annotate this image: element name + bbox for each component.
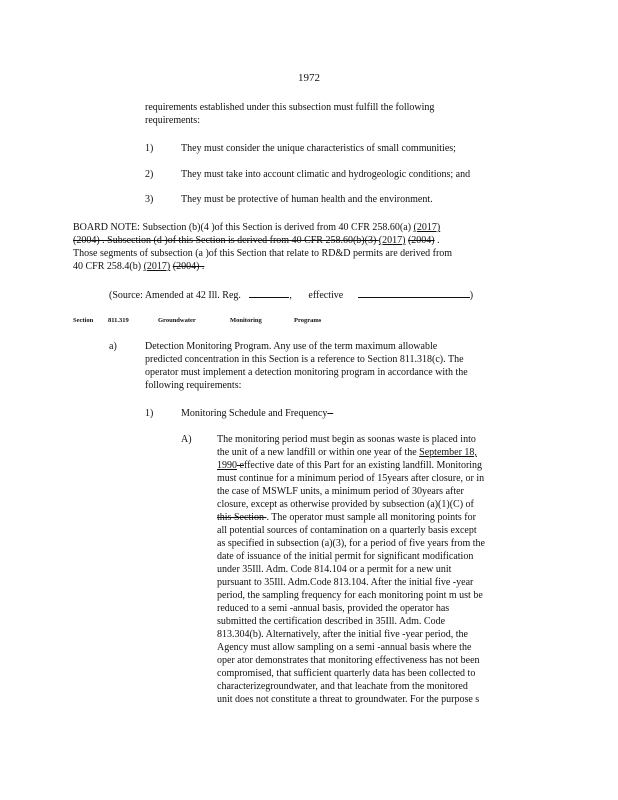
paragraph-line: must continue for a minimum period of 15years after closure, or in: [217, 473, 485, 484]
board-note-line-2: (2004) . Subsection (d )of this Section is derived from 40 CFR 258.60(b)(3) (2017) (2004) .: [73, 235, 440, 246]
paragraph-line: closure, except as otherwise provided by subsection (a)(1)(C) of: [217, 499, 474, 510]
source-comma: ,: [289, 290, 292, 301]
list-marker: 2): [145, 169, 154, 180]
paragraph-line: characterizegroundwater, and that leachate from the monitored: [217, 681, 468, 692]
list-marker: 1): [145, 143, 154, 154]
section-label: Section: [73, 317, 94, 324]
paragraph-line: The monitoring period must begin as soonas waste is placed into: [217, 434, 476, 445]
subparagraph-heading: Monitoring Schedule and Frequency -: [181, 408, 334, 419]
list-marker: 3): [145, 194, 154, 205]
source-prefix: (Source: Amended at 42 Ill. Reg.: [109, 290, 241, 301]
section-number: 811.319: [108, 317, 129, 324]
paragraph-line: predicted concentration in this Section is a reference to Section 811.318(c). The: [145, 354, 464, 365]
list-item-text: They must consider the unique characteristics of small communities;: [181, 143, 456, 154]
paragraph-line: 1990 effective date of this Part for an existing landfill. Monitoring: [217, 460, 483, 471]
paragraph-line: compromised, that sufficient quarterly data has been collected to: [217, 668, 476, 679]
subsubparagraph-marker: A): [181, 434, 192, 445]
paragraph-line: 813.304(b). Alternatively, after the initial five -year period, the: [217, 629, 468, 640]
section-title-word: Monitoring: [230, 317, 262, 324]
paragraph-line: Detection Monitoring Program. Any use of the term maximum allowable: [145, 341, 438, 352]
paragraph-line: reduced to a semi -annual basis, provided the operator has: [217, 603, 450, 614]
source-note: [109, 288, 473, 302]
page-number: 1972: [298, 72, 320, 84]
board-note-line-4: 40 CFR 258.4(b) (2017) (2004) .: [73, 261, 205, 272]
paragraph-line: submitted the certification described in 35Ill. Adm. Code: [217, 616, 446, 627]
paragraph-line: unit does not constitute a threat to groundwater. For the purpose s: [217, 694, 480, 705]
paragraph-line: oper ator demonstrates that monitoring effectiveness has not been: [217, 655, 480, 666]
section-title-word: Programs: [294, 317, 322, 324]
source-effective: effective: [308, 290, 344, 301]
subparagraph-marker: 1): [145, 408, 154, 419]
paragraph-line: period, the sampling frequency for each monitoring point m ust be: [217, 590, 483, 601]
paragraph-line: under 35Ill. Adm. Code 814.104 or a permit for a new unit: [217, 564, 452, 575]
paragraph-line: date of issuance of the initial permit for significant modification: [217, 551, 474, 562]
paragraph-line: this Section . The operator must sample all monitoring points for: [217, 512, 476, 523]
board-note-line-1: BOARD NOTE: Subsection (b)(4 )of this Section is derived from 40 CFR 258.60(a) (2017): [73, 222, 441, 233]
register-blank: [249, 288, 289, 298]
paragraph-line: operator must implement a detection monitoring program in accordance with the: [145, 367, 468, 378]
paragraph-line: following requirements:: [145, 380, 242, 391]
paragraph-line: the case of MSWLF units, a minimum period of 30years after: [217, 486, 464, 497]
paragraph-line: as specified in subsection (a)(3), for a period of five years from the: [217, 538, 485, 549]
paragraph-marker: a): [109, 341, 117, 352]
paragraph-line: Agency must allow sampling on a semi -annual basis where the: [217, 642, 472, 653]
paragraph-line: the unit of a new landfill or within one year of the September 18,: [217, 447, 477, 458]
intro-line-2: requirements:: [145, 115, 200, 126]
paragraph-line: all potential sources of contamination on a quarterly basis except: [217, 525, 477, 536]
intro-line-1: requirements established under this subsection must fulfill the following: [145, 102, 435, 113]
paragraph-line: pursuant to 35Ill. Adm.Code 813.104. After the initial five -year: [217, 577, 474, 588]
list-item-text: They must take into account climatic and hydrogeologic conditions; and: [181, 169, 471, 180]
effective-date-blank: [358, 288, 470, 298]
list-item-text: They must be protective of human health and the environment.: [181, 194, 433, 205]
board-note-line-3: Those segments of subsection (a )of this Section that relate to RD&D permits are derived from: [73, 248, 453, 259]
section-title-word: Groundwater: [158, 317, 196, 324]
source-close: ): [469, 290, 474, 301]
